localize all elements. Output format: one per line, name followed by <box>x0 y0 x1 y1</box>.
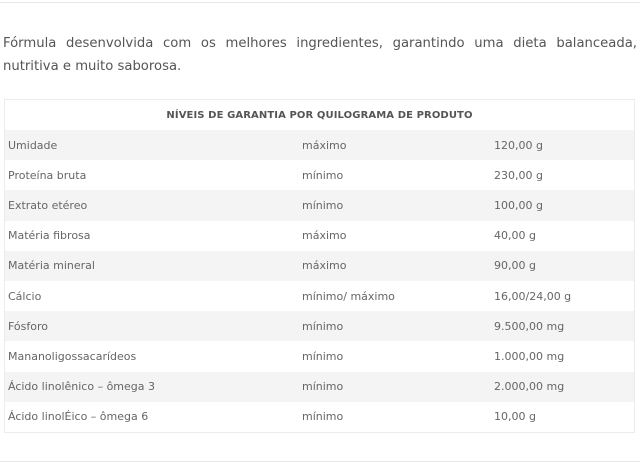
limit-type: mínimo <box>302 319 344 333</box>
nutrient-name: Matéria fibrosa <box>8 229 91 243</box>
nutrient-name: Mananoligossacarídeos <box>8 349 137 363</box>
nutrient-value: 2.000,00 mg <box>494 380 565 394</box>
limit-type: mínimo <box>302 168 344 182</box>
nutrient-name: Ácido linolênico – ômega 3 <box>8 380 156 394</box>
nutrient-value: 10,00 g <box>494 410 536 424</box>
nutrient-name: Matéria mineral <box>8 259 95 273</box>
nutrient-value: 120,00 g <box>494 138 543 152</box>
nutrient-value: 40,00 g <box>494 229 536 243</box>
table-row <box>5 372 634 402</box>
nutrient-name: Ácido linolÉico – ômega 6 <box>8 410 149 424</box>
table-row <box>5 190 634 220</box>
limit-type: mínimo <box>302 349 344 363</box>
limit-type: mínimo <box>302 410 344 424</box>
nutrient-value: 9.500,00 mg <box>494 319 565 333</box>
limit-type: mínimo <box>302 380 344 394</box>
nutrient-value: 90,00 g <box>494 259 536 273</box>
nutrient-value: 230,00 g <box>494 168 543 182</box>
bottom-divider <box>0 461 640 462</box>
nutrient-name: Umidade <box>8 138 58 152</box>
table-row <box>5 160 634 190</box>
limit-type: mínimo/ máximo <box>302 289 395 303</box>
nutrient-value: 100,00 g <box>494 198 543 212</box>
limit-type: máximo <box>302 229 347 243</box>
top-divider <box>0 2 640 3</box>
nutrient-value: 16,00/24,00 g <box>494 289 572 303</box>
table-row <box>5 341 634 371</box>
limit-type: mínimo <box>302 198 344 212</box>
table-row <box>5 130 634 160</box>
table-row <box>5 311 634 341</box>
nutrient-name: Proteína bruta <box>8 168 87 182</box>
table-row <box>5 251 634 281</box>
limit-type: máximo <box>302 259 347 273</box>
nutrient-value: 1.000,00 mg <box>494 349 565 363</box>
product-description: Fórmula desenvolvida com os melhores ingredientes, garantindo uma dieta balanceada, nutritiva e muito saborosa. <box>3 36 637 74</box>
guarantee-levels-table <box>4 99 635 433</box>
table-row <box>5 402 634 432</box>
table-row <box>5 221 634 251</box>
nutrient-name: Cálcio <box>8 289 42 303</box>
table-row <box>5 281 634 311</box>
table-title: NÍVEIS DE GARANTIA POR QUILOGRAMA DE PRODUTO <box>166 109 473 121</box>
nutrient-name: Extrato etéreo <box>8 198 88 212</box>
nutrient-name: Fósforo <box>8 319 49 333</box>
limit-type: máximo <box>302 138 347 152</box>
